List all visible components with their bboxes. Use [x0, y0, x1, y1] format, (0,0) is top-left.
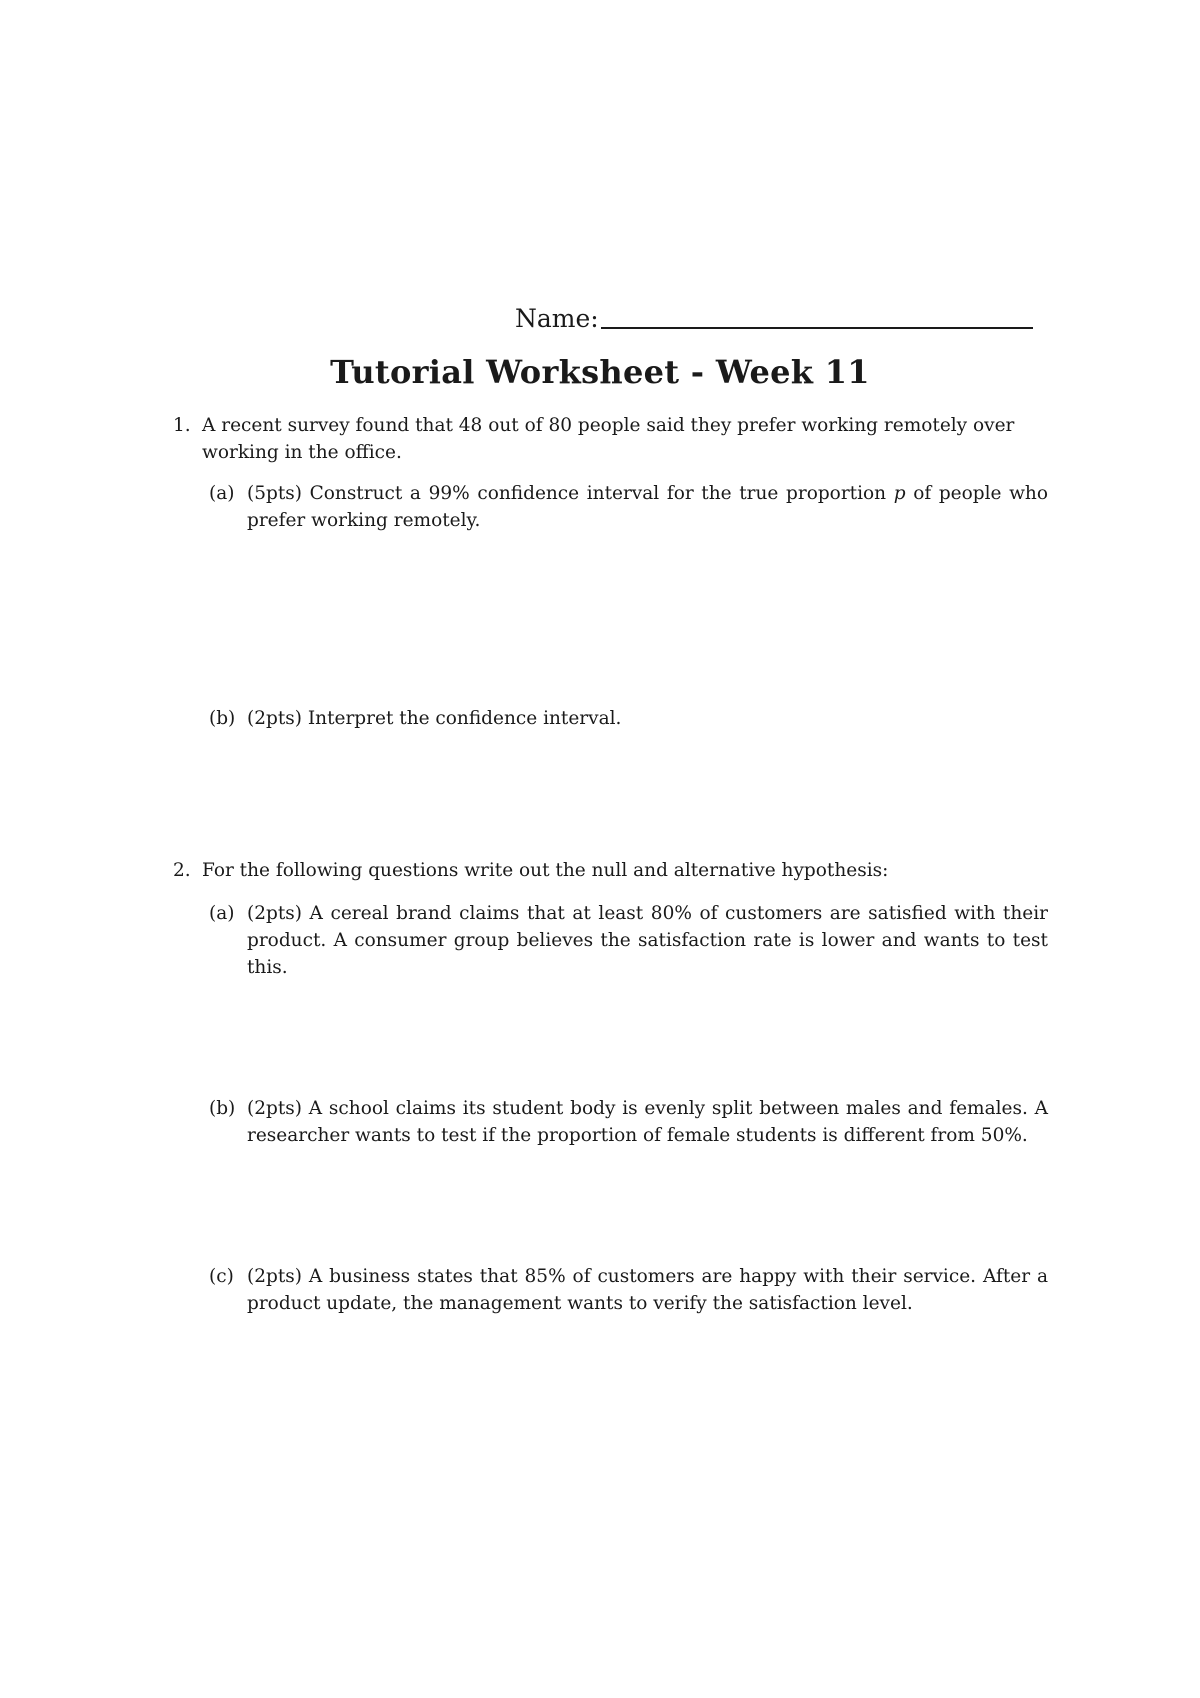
part-label: (b): [209, 1098, 236, 1119]
question-number: 2.: [173, 860, 191, 881]
part-text: [247, 480, 1048, 534]
question-1-part-b: [209, 705, 1048, 732]
part-label: (c): [209, 1266, 234, 1287]
part-text: (2pts) A cereal brand claims that at least 80% of customers are satisfied with their product. A consumer group believes the satisfaction rate is lower and wants to test this.: [247, 903, 1048, 978]
part-label: (a): [209, 483, 235, 504]
worksheet-title: Tutorial Worksheet - Week 11: [330, 353, 870, 391]
part-text: (2pts) Interpret the confidence interval.: [247, 708, 622, 729]
name-field-row: [515, 300, 1040, 340]
name-label: Name:: [515, 304, 599, 333]
question-1: [173, 412, 1048, 466]
name-blank-line: [601, 327, 1033, 329]
question-2-part-b: [209, 1095, 1048, 1149]
question-text: For the following questions write out the null and alternative hypothesis:: [202, 860, 889, 881]
question-text: A recent survey found that 48 out of 80 people said they prefer working remotely over working in the office.: [202, 415, 1015, 463]
proportion-variable: p: [893, 483, 906, 504]
question-1-part-a: [209, 480, 1048, 534]
part-label: (a): [209, 903, 235, 924]
question-2-part-c: [209, 1263, 1048, 1317]
part-text: (2pts) A business states that 85% of customers are happy with their service. After a product update, the management wants to verify the satisfaction level.: [247, 1266, 1048, 1314]
part-text: (2pts) A school claims its student body is evenly split between males and females. A researcher wants to test if the proportion of female students is different from 50%.: [247, 1098, 1048, 1146]
part-text-after-variable: of people who prefer working remotely.: [247, 483, 1048, 531]
question-2-part-a: [209, 900, 1048, 981]
question-number: 1.: [173, 415, 191, 436]
part-text-before-variable: (5pts) Construct a 99% confidence interval for the true proportion: [247, 483, 887, 504]
question-2: [173, 857, 1048, 884]
part-label: (b): [209, 708, 236, 729]
